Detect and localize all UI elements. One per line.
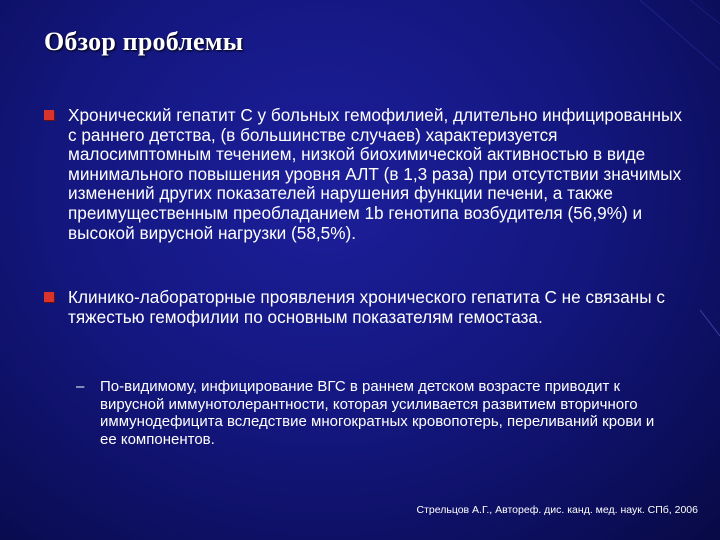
- bullet-square-icon: [44, 110, 54, 120]
- bullet-square-icon: [44, 292, 54, 302]
- bullet-text: Хронический гепатит С у больных гемофилией, длительно инфицированных с раннего детства, (в большинстве случаев) характеризуется малосимптомным течением, низкой биохимической активностью в виде минимального повышения уровня АЛТ (в 1,3 раза) при отсутствии значимых изменений других показателей нарушения функции печени, а также преимущественным преобладанием 1b генотипа возбудителя (56,9%) и высокой вирусной нагрузки (58,5%).: [68, 105, 682, 243]
- dash-icon: –: [76, 378, 85, 395]
- citation: Стрельцов А.Г., Автореф. дис. канд. мед. наук. СПб, 2006: [416, 504, 698, 516]
- sub-bullet-text: По-видимому, инфицирование ВГС в раннем детском возрасте приводит к вирусной иммунотолерантности, которая усиливается развитием вторичного иммунодефицита вследствие многократных кровопотерь, переливаний крови и ее компонентов.: [100, 378, 655, 448]
- slide-title: Обзор проблемы: [44, 27, 244, 56]
- bullet-text: Клинико-лабораторные проявления хронического гепатита С не связаны с тяжестью гемофилии по основным показателям гемостаза.: [68, 287, 666, 327]
